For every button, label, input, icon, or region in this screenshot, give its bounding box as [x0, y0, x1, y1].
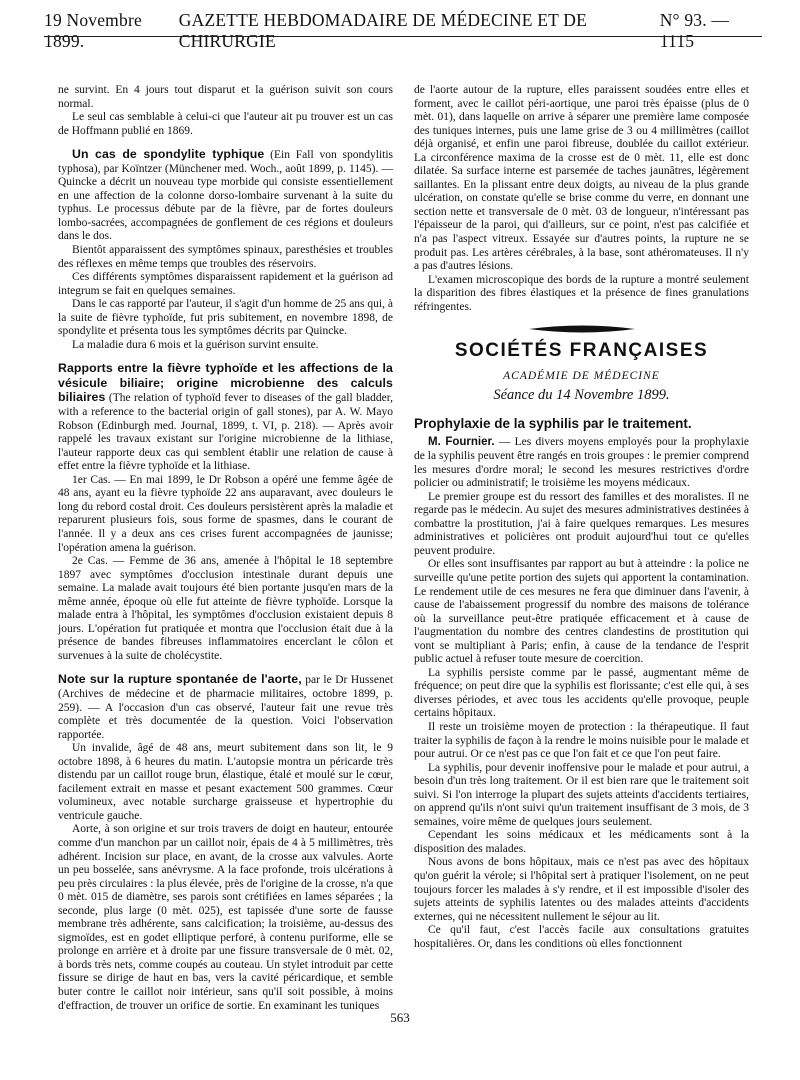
section-ornament: [414, 324, 749, 334]
page-number: 563: [390, 1010, 410, 1025]
article-typhoide: [58, 362, 393, 663]
header-date: 19 Novembre 1899.: [44, 10, 142, 51]
article-title: Un cas de spondylite typhique: [72, 147, 265, 162]
paragraph: Ces différents symptômes disparaissent rapidement et la guérison ad integrum se fait en quelques semaines.: [58, 271, 393, 297]
article-subheading: Prophylaxie de la syphilis par le traitement.: [414, 415, 692, 431]
section-title: SOCIÉTÉS FRANÇAISES: [454, 340, 709, 362]
paragraph: Il reste un troisième moyen de protection : la thérapeutique. Il faut traiter la syphilis de façon à la rendre le moins nuisible pour le malade et pour autrui. Or ce n'est pas ce que l'on fait et ce que l'on peut faire.: [414, 720, 749, 761]
issue-number: N° 93. — 1115: [659, 10, 730, 51]
paragraph: 2e Cas. — Femme de 36 ans, amenée à l'hôpital le 18 septembre 1897 avec symptômes d'occlusion intestinale durant depuis une semaine. La malade avait toujours été bien portante jusqu'en mars de la même année, époque où elle fut atteinte de fièvre typhoïde. Lorsque la malade entra à l'hôpital, les symptômes d'occlusion existaient depuis 8 jours. L'opération fut pratiquée et montra que l'occlusion était due à la présence de bandes fibreuses inflammatoires encerclant le côlon et survenues à la suite de cholécystite.: [58, 555, 393, 662]
article-text: (The relation of typhoïd fever to diseases of the gall bladder, with a reference to the bacterial origin of gall stones), par A. W. Mayo Robson (Edinburgh med. Journal, 1899, t. VI, p. 218). — Après avoir rappelé les travaux existant sur l'origine microbienne de la lithiase, l'auteur rapporte deux cas qui semblent établir une relation de cause à effet entre la fièvre typhoïde et la lithiase.: [58, 392, 394, 473]
paragraph: Le premier groupe est du ressort des familles et des moralistes. Il ne regarde pas le médecin. Au sujet des mesures administratives destinées à combattre la prostitution, j'ai à faire quelques remarques. Les mesures administratives et policières ont produit aujourd'hui tout ce qu'elles peuvent produire.: [414, 490, 749, 557]
paragraph: de l'aorte autour de la rupture, elles paraissent soudées entre elles et forment, avec le caillot péri-aortique, une paroi très épaisse (plus de 0 mèt. 01), dans laquelle on arrive à séparer une première lame composée des tuniques internes, puis une lame grise de 3 ou 4 millimètres (caillot déjà organisé, et enfin une paroi fibreuse, doublée du caillot extérieur. La circonférence maxima de la crosse est de 0 mèt. 11, elle est donc dilatée. Sa surface interne est parsemée de taches jaunâtres, légèrement saillantes. En la plissant entre deux doigts, au niveau de la plus grande ulcération, on constate qu'elle se brise comme du verre, en donnant une section nette et transversale de 0 mèt. 03 de longueur, n'intéressant pas l'épaisseur de la paroi, qui d'ailleurs, sur ce point, n'est pas calcifiée et n'a pas l'aspect vitreux. Essayée sur d'autres points, la rupture ne se produit pas. Les artères cérébrales, à la base, sont athéromateuses. Il n'y a pas d'autres lésions.: [414, 84, 749, 273]
paragraph: La syphilis persiste comme par le passé, augmentant même de fréquence; on peut dire que la syphilis est florissante; c'est elle qui, à ses diverses périodes, et avec tous les accidents qu'elle provoque, peuple certains hôpitaux.: [414, 666, 749, 720]
paragraph: L'examen microscopique des bords de la rupture a montré seulement la disparition des fibres élastiques et la présence de fines granulations réfringentes.: [414, 273, 749, 313]
paragraph: Un invalide, âgé de 48 ans, meurt subitement dans son lit, le 9 octobre 1898, à 6 heures du matin. L'autopsie montra un péricarde très distendu par un caillot rouge brun, élastique, étalé et moulé sur le cœur, facilement extrait en masse et pesant exactement 500 grammes. Cœur volumineux, avec notable surcharge graisseuse et hypertrophie du ventricule gauche.: [58, 742, 393, 822]
article-text: (Ein Fall von spondylitis typhosa), par Koïntzer (Münchener med. Woch., août 1899, p. 1145). — Quincke a décrit un nouveau type morbide qui consiste essentiellement en une affection de la colonne dorso-lombaire survenant à la suite du typhus. Le processus débute par de la fièvre, par de fortes douleurs lombo-sacrées, accompagnées de gonflement de ces régions et douleurs dans le dos.: [58, 149, 394, 243]
paragraph: Dans le cas rapporté par l'auteur, il s'agit d'un homme de 25 ans qui, à la suite de fièvre typhoïde, fut pris subitement, en novembre 1898, de spondylite et présenta tous les symptômes décrits par Quincke.: [58, 298, 393, 338]
article-spondylite: [58, 148, 393, 352]
running-header: [44, 10, 762, 51]
paragraph: La syphilis, pour devenir inoffensive pour le malade et pour autrui, a besoin d'un très long traitement. Or il est bien rare que le traitement soit suivi. Si l'on interroge la plupart des sujets atteints d'accidents tertiaires, on apprend qu'ils n'ont suivi qu'un traitement insuffisant de 3 mois, de 3 semaines, voire même de quelques jours seulement.: [414, 761, 749, 828]
article-text: par le Dr Hussenet (Archives de médecine et de pharmacie militaires, octobre 1899, p. 259). — A l'occasion d'un cas observé, l'auteur fait une revue très complète et très documentée de la question. Voici l'observation rapportée.: [58, 674, 394, 741]
paragraph: Nous avons de bons hôpitaux, mais ce n'est pas avec des hôpitaux qu'on guérit la vérole; si l'hôpital sert à pratiquer l'isolement, on ne peut toujours forcer les malades à s'y rendre, et il est impossible d'isoler des sujets atteints de syphilis latentes ou des malades atteints d'accidents externes, qui ne nécessitent nullement le séjour au lit.: [414, 856, 749, 923]
journal-title: GAZETTE HEBDOMADAIRE DE MÉDECINE ET DE CHIRURGIE: [178, 10, 588, 51]
paragraph: Bientôt apparaissent des symptômes spinaux, paresthésies et troubles des réflexes en même temps que troubles des réservoirs.: [58, 244, 393, 270]
paragraph: La maladie dura 6 mois et la guérison survint ensuite.: [72, 338, 319, 351]
session-date: Séance du 14 Novembre 1899.: [493, 387, 670, 404]
paragraph: Ce qu'il faut, c'est l'accès facile aux consultations gratuites hospitalières. Or, dans les conditions où elles fonctionnent: [414, 924, 749, 950]
left-column: [58, 84, 394, 1012]
paragraph: ne survint. En 4 jours tout disparut et la guérison suivit son cours normal.: [58, 84, 393, 110]
right-column: [414, 84, 749, 996]
academy-heading: ACADÉMIE DE MÉDECINE: [503, 369, 660, 382]
paragraph: Cependant les soins médicaux et les médicaments sont à la disposition des malades.: [414, 829, 749, 855]
paragraph: Le seul cas semblable à celui-ci que l'auteur ait pu trouver est un cas de Hoffmann publié en 1869.: [58, 111, 393, 137]
speaker-name: M. Fournier.: [428, 436, 495, 449]
article-title: Rapports entre la fièvre typhoïde et les affections de la vésicule biliaire; origine microbienne des calculs biliaires: [58, 361, 393, 405]
paragraph: Aorte, à son origine et sur trois travers de doigt en hauteur, entourée comme d'un manchon par un caillot noir, épais de 4 à 5 millimètres, très adhérent. Incision sur place, en avant, de la crosse aux valvules. Aorte un peu bosselée, sans anévrysme. A la face profonde, trois ulcérations à peu près circulaires : la plus élevée, près de l'origine de la crosse, n'a que 0 mèt. 015 de diamètre, ses parois sont crétifiées en lames séparées ; la seconde, plus large (0 mèt. 025), est tapissée d'une sorte de fausse membrane très adhérente, sans calcification; la troisième, au-dessus des sigmoïdes, est en godet elliptique perforé, à contenu puriforme, elle se prolonge en arrière et à droite par une fissure transversale de 0 mèt. 02, à bords très nets, comme coupés au couteau. Un stylet introduit par cette fissure se dirige de haut en bas, vers la cavité péricardique, et semble buter contre le caillot noir intérieur, sans qu'il soit possible, à moins d'effraction, de trouver un orifice de sortie. En examinant les tuniques: [58, 823, 393, 1012]
article-text: — Les divers moyens employés pour la prophylaxie de la syphilis peuvent être rangés en trois groupes : le premier comprend les mesures d'ordre moral; le second les mesures restrictives d'ordre policier ou administratif; le troisième les moyens médicaux.: [414, 436, 750, 490]
paragraph: 1er Cas. — En mai 1899, le Dr Robson a opéré une femme âgée de 48 ans, ayant eu la fièvre typhoïde 22 ans auparavant, avec douleurs le long du rebord costal droit. Ces douleurs persistèrent après la maladie et reparurent plusieurs fois, sous forme de spasmes, dans le courant de l'année. Il y a deux ans ces crises furent accompagnées de jaunisse; l'opération amena la guérison.: [58, 473, 393, 554]
article-aorte: [58, 673, 393, 1013]
article-title: Note sur la rupture spontanée de l'aorte,: [58, 672, 302, 687]
ornament-icon: [527, 324, 637, 334]
header-rule: [44, 36, 762, 37]
paragraph: Or elles sont insuffisantes par rapport au but à atteindre : la police ne surveille qu'une petite portion des sujets qui apportent la contamination. Le rendement utile de ces mesures ne fera que diminuer dans l'avenir, à cause de l'abaissement progressif du nombre des maisons de tolérance où la surveillance peut-être pratiquée efficacement et à cause de l'augmentation du nombre des centres clandestins de prostitution qui vont se multipliant à Paris; enfin, à cause de la tendance de l'esprit public actuel à refuser toute mesure de coercition.: [414, 558, 749, 666]
